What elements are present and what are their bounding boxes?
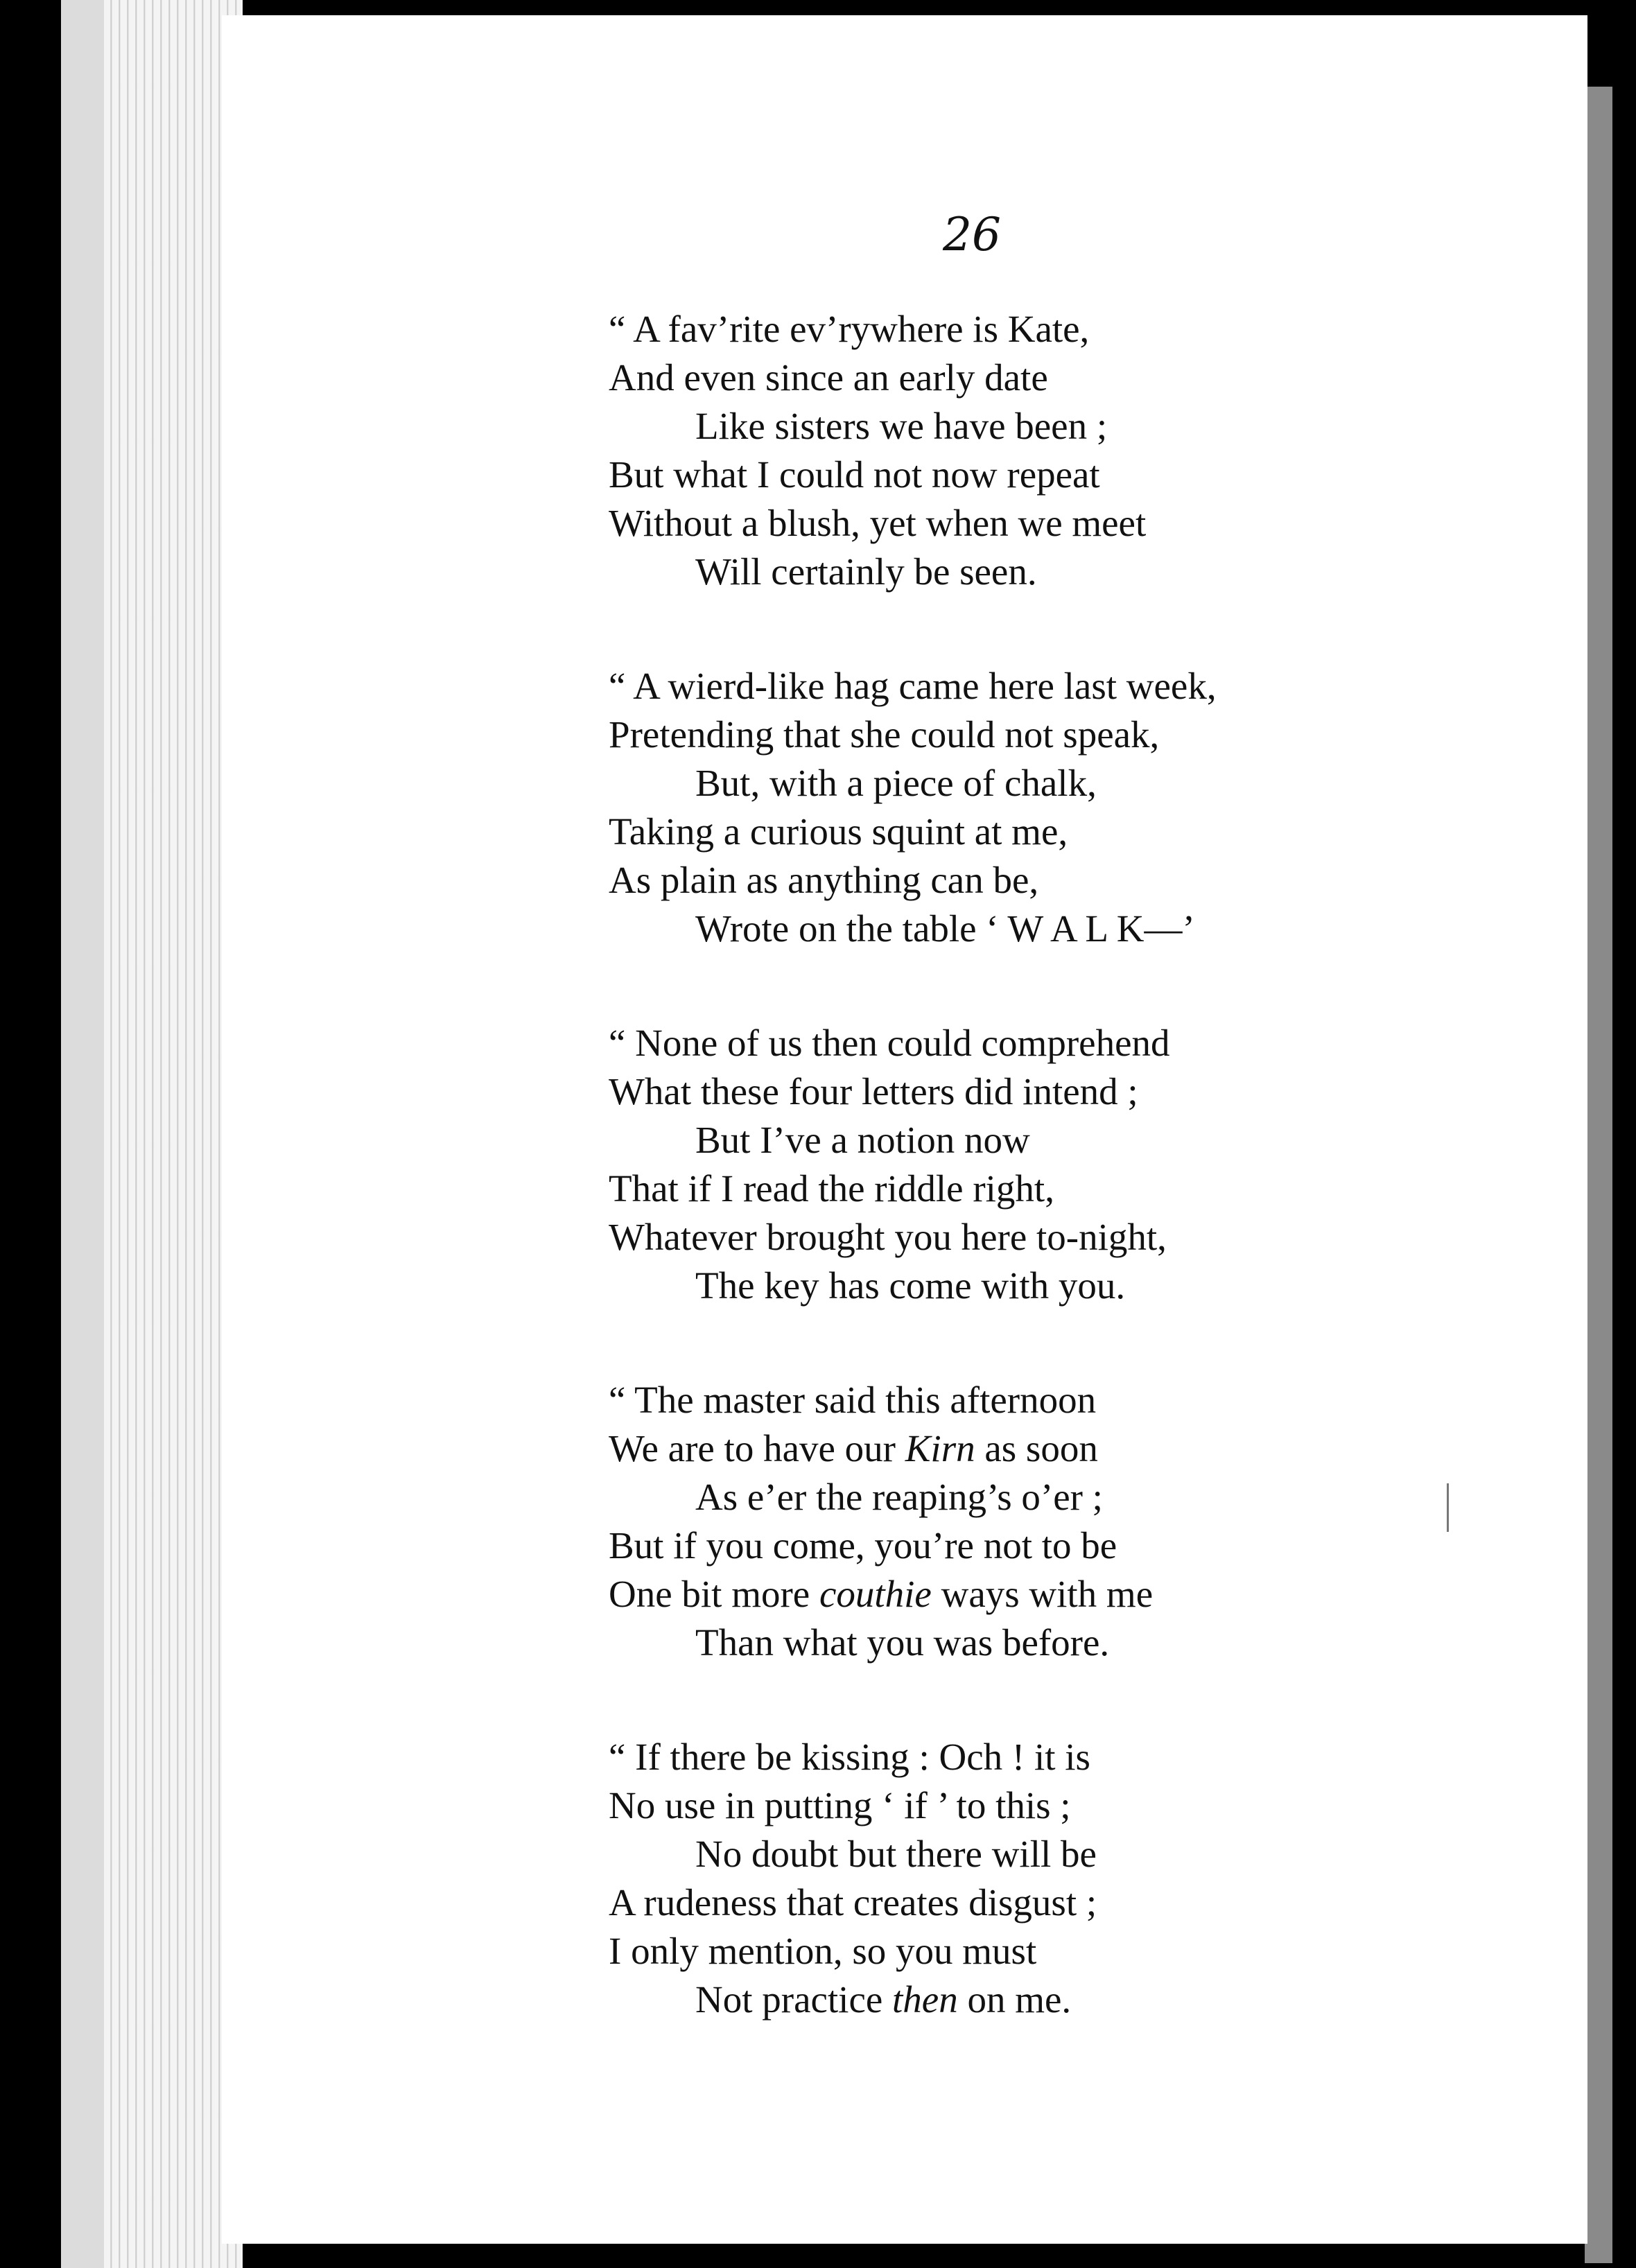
stray-mark xyxy=(1447,1483,1449,1532)
poem-line: “ The master said this afternoon xyxy=(609,1379,1097,1421)
poem-line: “ If there be kissing : Och ! it is xyxy=(609,1736,1090,1778)
line-text: on me. xyxy=(957,1978,1072,2021)
poem-line: But what I could not now repeat xyxy=(609,453,1100,496)
poem-line: A rudeness that creates disgust ; xyxy=(609,1881,1097,1924)
poem-line: Than what you was before. xyxy=(695,1621,1110,1664)
poem-line: Like sisters we have been ; xyxy=(695,405,1108,447)
poem-line: I only mention, so you must xyxy=(609,1930,1037,1972)
italic-word: Kirn xyxy=(905,1427,975,1469)
line-text: Not practice xyxy=(695,1978,893,2021)
poem-line: Whatever brought you here to-night, xyxy=(609,1216,1167,1258)
line-text: One bit more xyxy=(609,1573,819,1615)
stanza xyxy=(609,1733,1371,2024)
book-gutter-shadow xyxy=(61,0,110,2268)
poem-line: The key has come with you. xyxy=(695,1264,1126,1307)
poem-line: But if you come, you’re not to be xyxy=(609,1524,1117,1567)
poem-line: That if I read the riddle right, xyxy=(609,1167,1054,1210)
poem-line: Will certainly be seen. xyxy=(695,550,1037,593)
poem-line: And even since an early date xyxy=(609,356,1048,399)
stanza xyxy=(609,1376,1371,1667)
poem xyxy=(609,305,1371,2090)
poem-line xyxy=(609,1424,1371,1473)
poem-line: As e’er the reaping’s o’er ; xyxy=(695,1476,1103,1518)
poem-line: As plain as anything can be, xyxy=(609,859,1039,901)
poem-line: What these four letters did intend ; xyxy=(609,1070,1138,1113)
poem-line: “ None of us then could comprehend xyxy=(609,1022,1170,1064)
stanza xyxy=(609,1019,1371,1310)
poem-line: No use in putting ‘ if ’ to this ; xyxy=(609,1784,1071,1826)
poem-line: Wrote on the table ‘ W A L K—’ xyxy=(695,907,1195,950)
stanza xyxy=(609,662,1371,953)
italic-word: then xyxy=(892,1978,958,2021)
poem-line: Taking a curious squint at me, xyxy=(609,810,1068,853)
poem-line: But I’ve a notion now xyxy=(695,1119,1030,1161)
poem-line: Without a blush, yet when we meet xyxy=(609,502,1147,544)
italic-word: couthie xyxy=(819,1573,932,1615)
poem-line xyxy=(609,1975,1371,2024)
stanza xyxy=(609,305,1371,596)
poem-line xyxy=(609,1570,1371,1619)
line-text: as soon xyxy=(975,1427,1098,1469)
right-page-edge xyxy=(1585,87,1612,2263)
poem-line: “ A wierd-like hag came here last week, xyxy=(609,665,1217,707)
line-text: We are to have our xyxy=(609,1427,905,1469)
page-number: 26 xyxy=(943,208,1001,261)
poem-line: Pretending that she could not speak, xyxy=(609,713,1160,756)
poem-line: But, with a piece of chalk, xyxy=(695,762,1097,804)
poem-line: No doubt but there will be xyxy=(695,1833,1097,1875)
poem-line: “ A fav’rite ev’rywhere is Kate, xyxy=(609,308,1090,350)
line-text: ways with me xyxy=(931,1573,1154,1615)
